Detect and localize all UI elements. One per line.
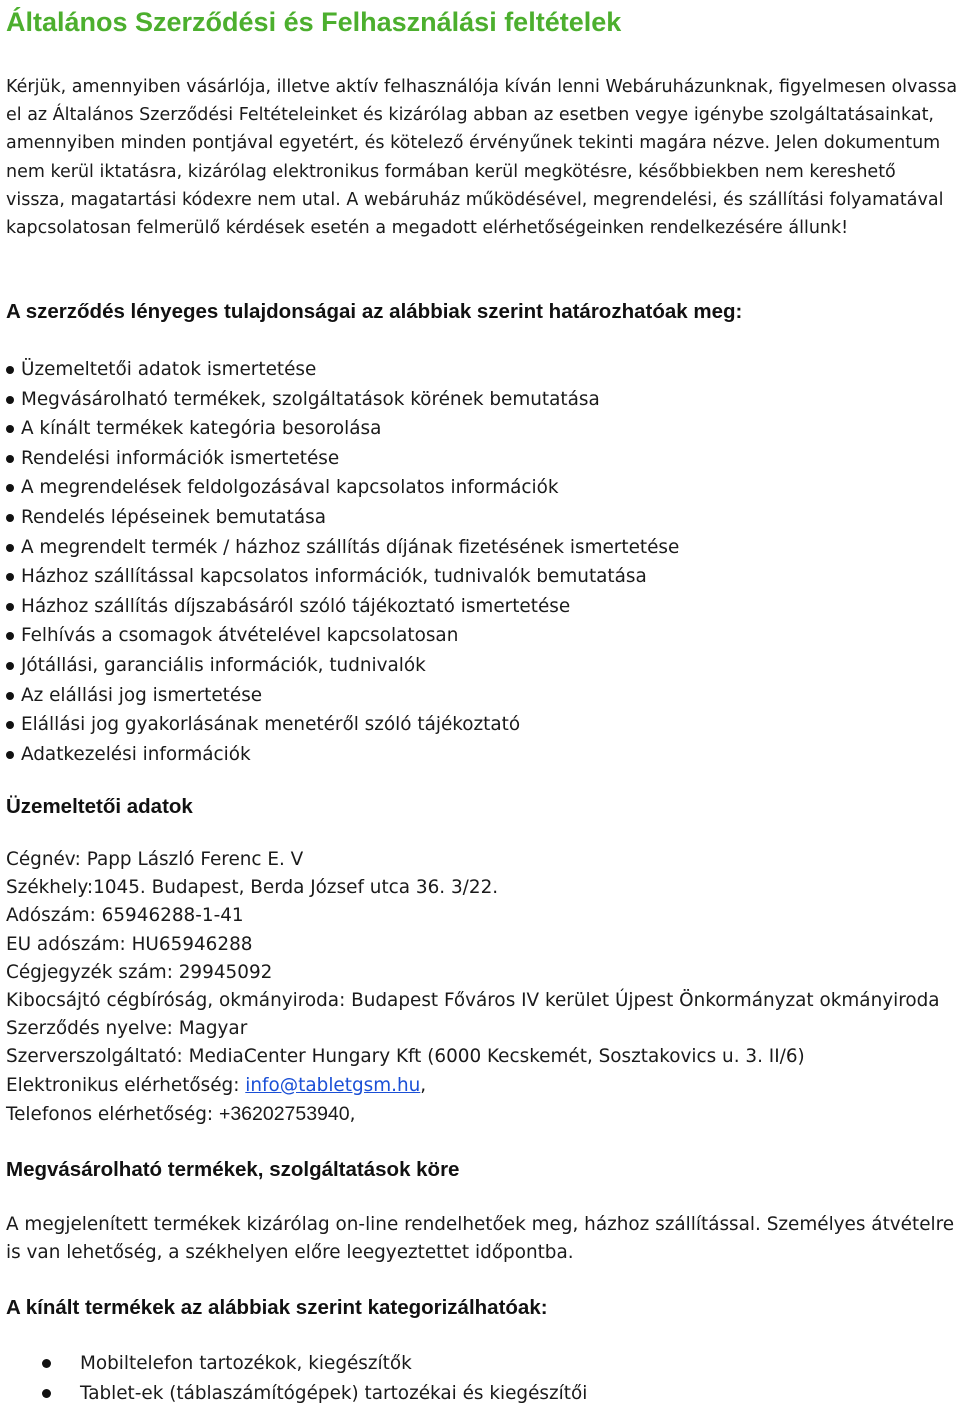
- list-item: A megrendelések feldolgozásával kapcsolatos információk: [0, 473, 679, 503]
- company-address: Székhely:1045. Budapest, Berda József utca 36. 3/22.: [6, 877, 499, 899]
- list-item: Házhoz szállítás díjszabásáról szóló tájékoztató ismertetése: [0, 592, 679, 622]
- tax-number: Adószám: 65946288-1-41: [6, 905, 244, 927]
- list-item: Mobiltelefon tartozékok, kiegészítők: [0, 1349, 587, 1379]
- list-item: Elállási jog gyakorlásának menetéről szóló tájékoztató: [0, 710, 679, 740]
- list-item: Adatkezelési információk: [0, 740, 679, 770]
- list-item: Rendelési információk ismertetése: [0, 444, 679, 474]
- products-paragraph: A megjelenített termékek kizárólag on-line rendelhetőek meg, házhoz szállítással. Személyes átvételre is van lehetőség, a székhelyen előre leegyeztettet időpontba.: [6, 1214, 955, 1264]
- list-item: Üzemeltetői adatok ismertetése: [0, 355, 679, 385]
- list-item: Az elállási jog ismertetése: [0, 681, 679, 711]
- registry-number: Cégjegyzék szám: 29945092: [6, 961, 273, 983]
- operator-details: [6, 846, 940, 1128]
- company-name: Cégnév: Papp László Ferenc E. V: [6, 849, 304, 870]
- contract-properties-list: [0, 355, 679, 769]
- contract-properties-heading: A szerződés lényeges tulajdonságai az alábbiak szerint határozhatóak meg:: [6, 300, 743, 323]
- page-title: Általános Szerződési és Felhasználási feltételek: [6, 7, 622, 37]
- list-item: Jótállási, garanciális információk, tudnivalók: [0, 651, 679, 681]
- list-item: Tablet-ek (táblaszámítógépek) tartozékai és kiegészítői: [0, 1379, 587, 1409]
- issuing-authority: Kibocsájtó cégbíróság, okmányiroda: Budapest Főváros IV kerület Újpest Önkormányzat okmányiroda: [6, 989, 940, 1011]
- eu-tax-number: EU adószám: HU65946288: [6, 933, 253, 955]
- list-item: Rendelés lépéseinek bemutatása: [0, 503, 679, 533]
- phone-label: Telefonos elérhetőség:: [6, 1103, 219, 1125]
- list-item: Felhívás a csomagok átvételével kapcsolatosan: [0, 621, 679, 651]
- list-item: Megvásárolható termékek, szolgáltatások körének bemutatása: [0, 385, 679, 415]
- categories-list: [0, 1349, 587, 1408]
- phone-number: +36202753940: [218, 1102, 350, 1125]
- contract-language: Szerződés nyelve: Magyar: [6, 1018, 248, 1040]
- phone-suffix: ,: [349, 1103, 356, 1125]
- email-suffix: ,: [420, 1074, 427, 1096]
- email-label: Elektronikus elérhetőség:: [6, 1074, 246, 1096]
- products-heading: Megvásárolható termékek, szolgáltatások köre: [6, 1158, 460, 1181]
- list-item: Házhoz szállítással kapcsolatos információk, tudnivalók bemutatása: [0, 562, 679, 592]
- hosting-provider: Szerverszolgáltató: MediaCenter Hungary Kft (6000 Kecskemét, Sosztakovics u. 3. II/6): [6, 1046, 805, 1068]
- email-link[interactable]: info@tabletgsm.hu: [245, 1074, 421, 1096]
- list-item: A kínált termékek kategória besorolása: [0, 414, 679, 444]
- list-item: A megrendelt termék / házhoz szállítás díjának fizetésének ismertetése: [0, 533, 679, 563]
- email-line: [6, 1072, 940, 1100]
- phone-line: [6, 1100, 940, 1128]
- intro-paragraph: Kérjük, amennyiben vásárlója, illetve aktív felhasználója kíván lenni Webáruházunknak, figyelmesen olvassa el az Általános Szerződési Feltételeinket és kizárólag abban az esetben vegye igénybe szolgáltatásainkat, amennyiben minden pontjával egyetért, és kötelező érvényűnek tekinti magára nézve. Jelen dokumentum nem kerül iktatásra, kizárólag elektronikus formában kerül megkötésre, későbbiekben nem kereshető vissza, magatartási kódexre nem utal. A webáruház működésével, megrendelési, és szállítási folyamatával kapcsolatosan felmerülő kérdések esetén a megadott elérhetőségeinken rendelkezésére állunk!: [6, 77, 958, 239]
- operator-heading: Üzemeltetői adatok: [6, 795, 193, 818]
- categories-heading: A kínált termékek az alábbiak szerint kategorizálhatóak:: [6, 1296, 548, 1319]
